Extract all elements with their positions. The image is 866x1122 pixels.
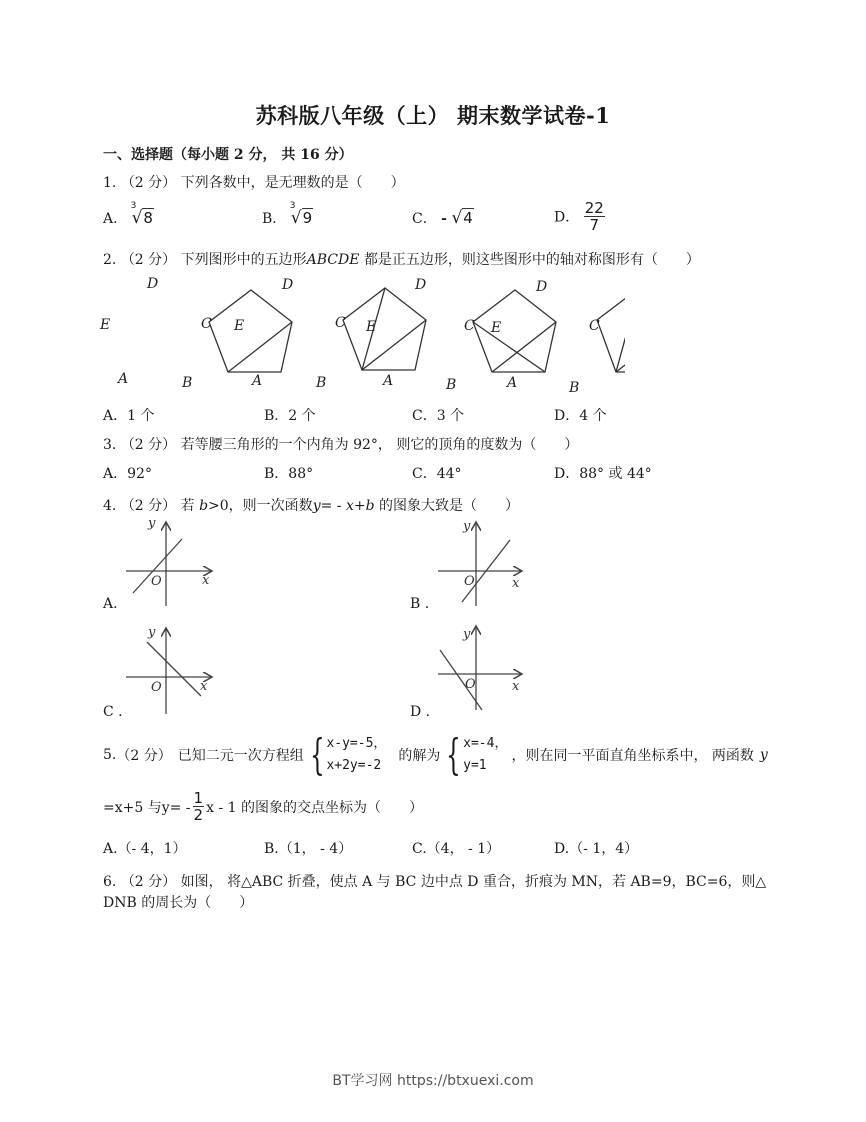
square-root-4: √4	[451, 208, 473, 228]
question-text: 下列图形中的五边形	[180, 252, 307, 268]
equation-system: { x-y=-5， x+2y=-2	[309, 730, 387, 779]
svg-text:x: x	[512, 679, 520, 694]
svg-text:C: C	[201, 316, 212, 332]
section-heading-choice: 一、选择题（每小题 2 分， 共 16 分）	[103, 147, 353, 163]
pentagon-figures	[95, 272, 625, 397]
question-6	[103, 871, 766, 891]
solution-line: x=-4，	[463, 736, 508, 751]
question-points: （2 分）	[120, 175, 177, 191]
option-text: 92°	[127, 466, 152, 482]
option-text: （- 4，1）	[117, 841, 187, 857]
question-points: （2 分）	[120, 437, 177, 453]
question-points: （2 分）	[120, 874, 177, 890]
svg-text:A: A	[252, 373, 263, 389]
question-1	[103, 172, 405, 192]
q2-option-d	[554, 405, 607, 425]
option-text: 1 个	[127, 408, 155, 424]
equation-line: x-y=-5，	[326, 736, 387, 751]
question-5-line-2	[103, 790, 423, 823]
svg-text:O: O	[151, 680, 162, 695]
question-5	[103, 730, 768, 779]
svg-text:C: C	[464, 318, 475, 334]
question-text: x - 1 的图象的交点坐标为（ ）	[206, 799, 423, 816]
question-number: 1.	[103, 175, 117, 191]
question-text: ，则在同一平面直角坐标系中， 两函数	[511, 748, 754, 764]
option-label: B.	[264, 841, 279, 857]
question-points: （2 分）	[116, 748, 172, 764]
fraction-one-half	[193, 790, 205, 823]
question-text: 的解为	[398, 748, 441, 764]
question-points: （2 分）	[120, 498, 177, 514]
question-points: （2 分）	[120, 252, 177, 268]
denominator: 7	[589, 216, 599, 234]
svg-text:B: B	[182, 375, 193, 391]
svg-text:C: C	[589, 318, 600, 334]
option-label: B．	[264, 408, 289, 424]
cube-root-8: 3 √8	[130, 201, 153, 228]
graph-option-c	[120, 622, 220, 717]
svg-text:x: x	[202, 573, 210, 588]
option-label: D．	[554, 466, 580, 482]
q5-option-b	[264, 838, 352, 858]
fraction-22-7	[584, 200, 605, 233]
q4-option-b-label: B .	[410, 596, 430, 612]
option-label: D．	[554, 209, 580, 226]
question-2	[103, 249, 700, 269]
footer-watermark: BT学习网 https://btxuexi.com	[332, 1073, 534, 1089]
svg-text:B: B	[316, 375, 327, 391]
question-number: 3.	[103, 437, 117, 453]
pentagon-figure-2	[343, 288, 426, 370]
option-label: C．	[412, 408, 437, 424]
option-text: （4， - 1）	[426, 841, 501, 857]
minus-sign: -	[441, 211, 447, 227]
svg-text:y: y	[148, 516, 156, 531]
equation-line: x+2y=-2	[326, 758, 382, 773]
svg-text:D: D	[147, 276, 159, 292]
q1-option-c	[412, 208, 474, 228]
q3-option-c	[412, 463, 462, 483]
svg-text:A: A	[507, 375, 518, 391]
svg-text:B: B	[446, 377, 457, 393]
question-number: 5.	[103, 747, 117, 763]
question-text: 若等腰三角形的一个内角为 92°， 则它的顶角的度数为（ ）	[180, 437, 579, 453]
option-label: B．	[262, 211, 287, 227]
q1-option-a	[103, 201, 154, 228]
option-text: 44°	[436, 466, 462, 482]
svg-text:y: y	[463, 519, 471, 534]
option-text: （- 1，4）	[569, 841, 639, 857]
svg-text:x: x	[200, 679, 208, 694]
svg-text:E: E	[366, 319, 377, 335]
option-text: 3 个	[436, 408, 465, 424]
option-text: 4 个	[579, 408, 607, 424]
cube-root-9: 3 √9	[289, 201, 313, 228]
svg-text:O: O	[465, 677, 476, 692]
question-text: 下列各数中，是无理数的是（ ）	[180, 175, 405, 191]
question-text: 若	[180, 498, 200, 514]
svg-text:A: A	[383, 373, 394, 389]
radical-index: 3	[130, 201, 137, 211]
option-text: 2 个	[288, 408, 316, 424]
svg-text:y: y	[463, 627, 471, 642]
pentagon-figure-4	[597, 288, 625, 372]
svg-text:O: O	[464, 574, 475, 589]
graph-option-d	[430, 622, 530, 717]
question-number: 4.	[103, 498, 117, 514]
question-text: 的图象大致是（ ）	[374, 498, 519, 514]
question-number: 2.	[103, 252, 117, 268]
svg-text:C: C	[335, 315, 346, 331]
numerator: 1	[193, 789, 204, 807]
option-label: D．	[554, 408, 580, 424]
pentagon-figure-1	[209, 290, 292, 372]
svg-text:E: E	[100, 317, 111, 333]
question-6-line-2: DNB 的周长为（ ）	[103, 895, 254, 911]
q3-option-a	[103, 463, 152, 483]
graph-option-a	[120, 514, 220, 609]
question-4	[103, 495, 519, 515]
option-label: C.	[412, 841, 427, 857]
q3-option-d	[554, 463, 652, 483]
q5-option-a	[103, 838, 187, 858]
solution-system: { x=-4， y=1	[446, 730, 508, 779]
question-text: 已知二元一次方程组	[177, 748, 304, 764]
q1-option-d	[554, 200, 605, 233]
option-text: （1， - 4）	[278, 841, 353, 857]
option-label: A.	[103, 841, 118, 857]
option-label: C．	[412, 211, 437, 227]
svg-text:O: O	[151, 574, 162, 589]
q1-option-b	[262, 201, 313, 228]
pentagon-figure-3	[473, 290, 556, 372]
question-text: >0，则一次函数	[208, 498, 313, 514]
option-label: C．	[412, 466, 437, 482]
graph-option-b	[430, 514, 530, 609]
svg-text:E: E	[491, 320, 502, 336]
option-label: B．	[264, 466, 289, 482]
document-title: 苏科版八年级（上） 期末数学试卷-1	[255, 103, 611, 128]
question-text: 如图， 将△ABC 折叠，使点 A 与 BC 边中点 D 重合，折痕为 MN，若 AB=9，BC=6，则△	[180, 874, 767, 890]
svg-text:D: D	[415, 277, 427, 293]
denominator: 2	[193, 806, 204, 824]
radicand: 4	[463, 209, 473, 227]
q2-option-b	[264, 405, 316, 425]
numerator: 22	[584, 199, 604, 217]
svg-text:y: y	[148, 625, 156, 640]
q4-option-d-label: D .	[410, 704, 431, 720]
option-text: 88°	[288, 466, 314, 482]
option-label: A．	[103, 408, 128, 424]
svg-text:D: D	[536, 279, 548, 295]
q5-option-c	[412, 838, 500, 858]
variable-y: y	[759, 747, 768, 763]
q4-option-c-label: C .	[103, 704, 123, 720]
q4-option-a-label: A.	[103, 596, 118, 612]
svg-text:A: A	[118, 371, 129, 387]
question-text: 都是正五边形，则这些图形中的轴对称图形有（ ）	[359, 252, 700, 268]
option-label: A．	[103, 466, 128, 482]
radical-index: 3	[289, 201, 296, 211]
q2-option-a	[103, 405, 154, 425]
option-label: D.	[554, 841, 570, 857]
option-text: 88° 或 44°	[579, 466, 652, 482]
option-label: A．	[103, 211, 128, 227]
svg-text:B: B	[569, 380, 580, 396]
solution-line: y=1	[463, 758, 487, 773]
question-3	[103, 434, 578, 454]
pentagon-name: ABCDE	[306, 252, 360, 268]
question-number: 6.	[103, 874, 117, 890]
svg-text:E: E	[234, 318, 245, 334]
q2-option-c	[412, 405, 464, 425]
radicand: 8	[143, 209, 153, 227]
svg-text:x: x	[512, 576, 520, 591]
radicand: 9	[302, 209, 313, 227]
function-expression: y= - x+b	[312, 498, 375, 514]
q3-option-b	[264, 463, 313, 483]
question-text: =x+5 与y= -	[103, 799, 191, 816]
q5-option-d	[554, 838, 638, 858]
svg-text:D: D	[282, 277, 294, 293]
variable-b: b	[199, 498, 209, 514]
